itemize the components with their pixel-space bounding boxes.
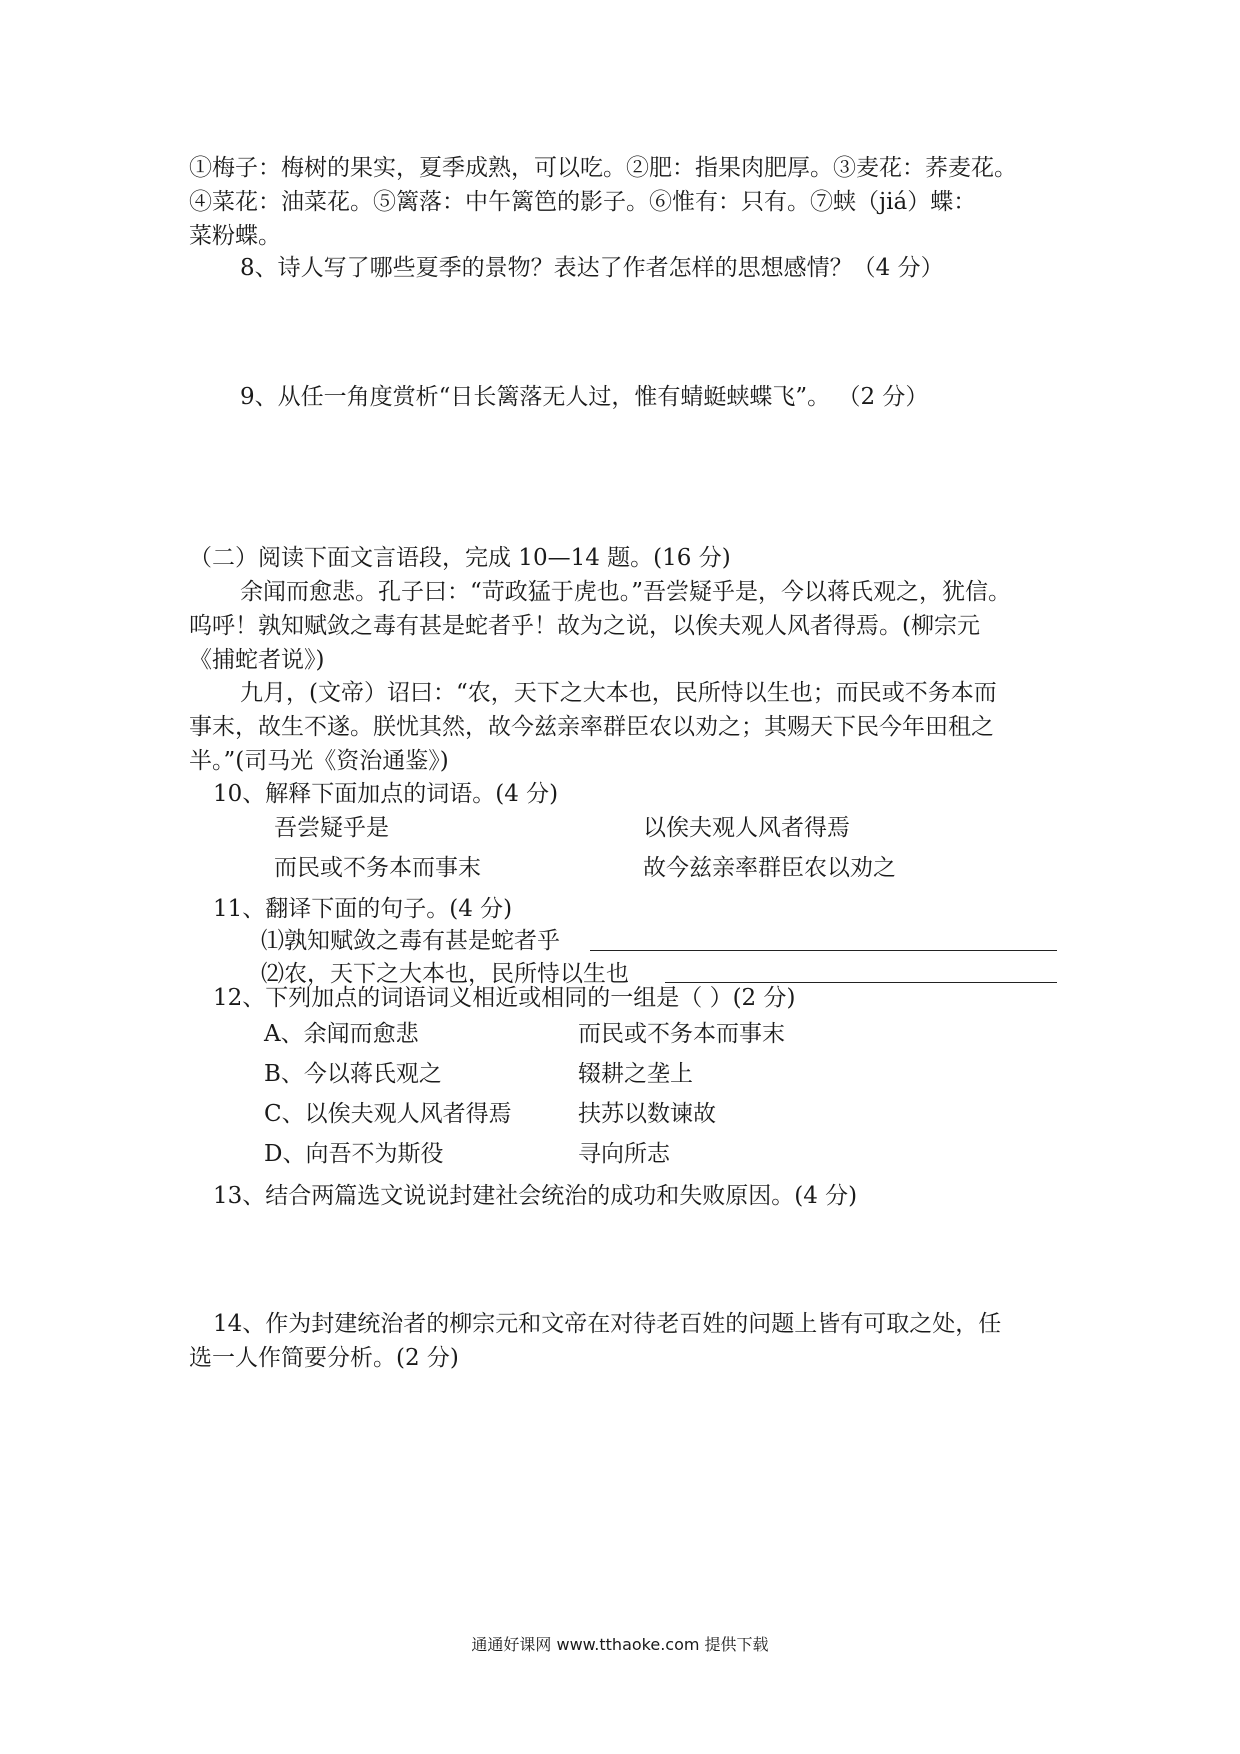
passage-1-line-1: 余闻而愈悲。孔子曰：“苛政猛于虎也。”吾尝疑乎是，今以蒋氏观之，犹信。 — [240, 579, 1012, 605]
question-10-item-2: 以俟夫观人风者得焉 — [643, 815, 850, 841]
question-12-option-a: A、余闻而愈悲 — [264, 1021, 419, 1047]
question-12-stem: 12、下列加点的词语词义相近或相同的一组是（ ）(2 分) — [213, 985, 796, 1011]
question-14-line-2: 选一人作简要分析。(2 分) — [189, 1345, 459, 1371]
question-11-stem: 11、翻译下面的句子。(4 分) — [213, 896, 513, 922]
passage-2-line-2: 事末，故生不遂。朕忧其然，故今兹亲率群臣农以劝之；其赐天下民今年田租之 — [189, 714, 994, 740]
question-12-option-d-pair: 寻向所志 — [578, 1141, 670, 1167]
question-12-option-b: B、今以蒋氏观之 — [264, 1061, 442, 1087]
question-10-stem: 10、解释下面加点的词语。(4 分) — [213, 781, 559, 807]
question-9: 9、从任一角度赏析“日长篱落无人过，惟有蜻蜓蛱蝶飞”。 （2 分） — [240, 384, 929, 410]
passage-1-line-2: 呜呼！孰知赋敛之毒有甚是蛇者乎！故为之说，以俟夫观人风者得焉。(柳宗元 — [189, 613, 980, 639]
question-11-item-2: ⑵农，天下之大本也，民所恃以生也 — [261, 961, 629, 987]
question-14-line-1: 14、作为封建统治者的柳宗元和文帝在对待老百姓的问题上皆有可取之处，任 — [213, 1311, 1002, 1337]
footer-credit: 通通好课网 www.tthaoke.com 提供下载 — [471, 1635, 769, 1654]
question-10-item-3: 而民或不务本而事末 — [274, 855, 481, 881]
question-12-option-c: C、以俟夫观人风者得焉 — [264, 1101, 512, 1127]
notes-line-2: ④菜花：油菜花。⑤篱落：中午篱笆的影子。⑥惟有：只有。⑦蛱（jiá）蝶： — [189, 189, 977, 215]
question-10-item-4: 故今兹亲率群臣农以劝之 — [643, 855, 896, 881]
question-12-option-d: D、向吾不为斯役 — [264, 1141, 444, 1167]
answer-line-1 — [590, 950, 1057, 951]
question-12-option-c-pair: 扶苏以数谏故 — [578, 1101, 716, 1127]
passage-2-line-1: 九月，(文帝）诏曰：“农，天下之大本也，民所恃以生也；而民或不务本而 — [240, 680, 997, 706]
passage-1-line-3: 《捕蛇者说》) — [189, 647, 325, 673]
notes-line-1: ①梅子：梅树的果实，夏季成熟，可以吃。②肥：指果肉肥厚。③麦花：荞麦花。 — [189, 155, 1017, 181]
question-10-item-1: 吾尝疑乎是 — [274, 815, 389, 841]
section-2-title: （二）阅读下面文言语段，完成 10—14 题。(16 分) — [189, 545, 731, 571]
question-13: 13、结合两篇选文说说封建社会统治的成功和失败原因。(4 分) — [213, 1183, 858, 1209]
question-12-option-a-pair: 而民或不务本而事末 — [578, 1021, 785, 1047]
notes-line-3: 菜粉蝶。 — [189, 223, 281, 249]
question-12-option-b-pair: 辍耕之垄上 — [578, 1061, 693, 1087]
passage-2-line-3: 半。”(司马光《资治通鉴》) — [189, 748, 449, 774]
question-8: 8、诗人写了哪些夏季的景物？表达了作者怎样的思想感情？（4 分） — [240, 255, 944, 281]
question-11-item-1: ⑴孰知赋敛之毒有甚是蛇者乎 — [261, 928, 560, 954]
